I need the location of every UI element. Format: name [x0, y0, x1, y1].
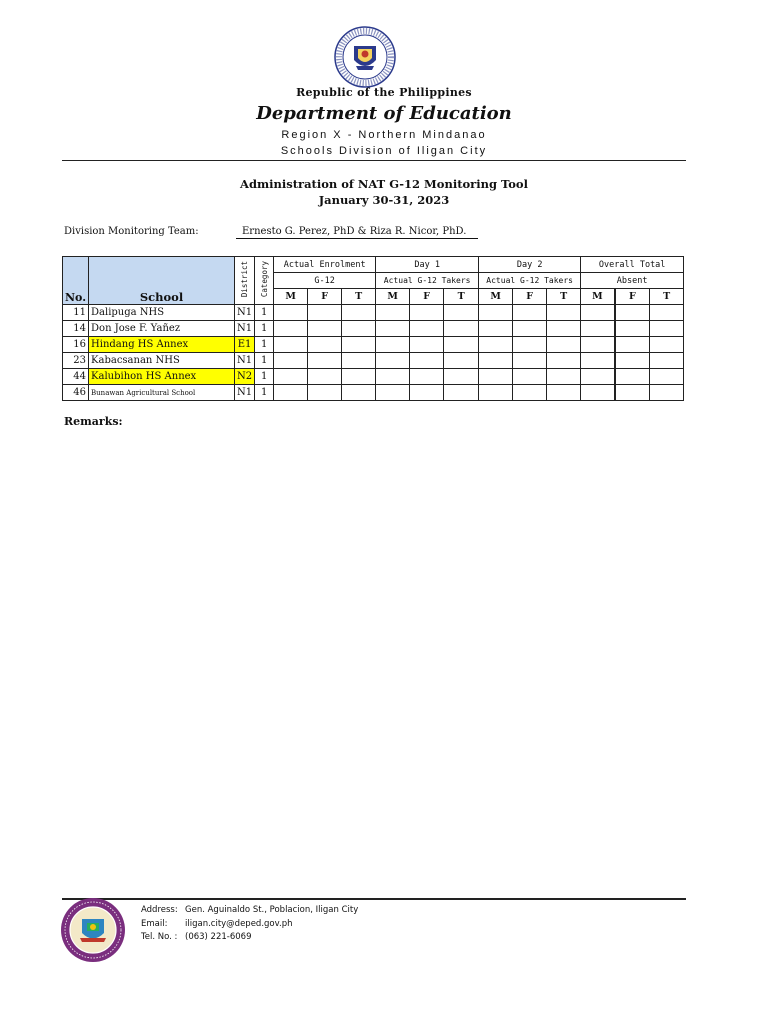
row-no: 16 — [63, 337, 89, 353]
tel-value: (063) 221-6069 — [185, 932, 252, 942]
row-school: Hindang HS Annex — [89, 337, 235, 353]
row-value-cell[interactable] — [615, 369, 650, 385]
row-value-cell[interactable] — [410, 369, 444, 385]
col-school-header: School — [89, 257, 235, 305]
row-value-cell[interactable] — [274, 337, 308, 353]
group-day2-header: Day 2 — [479, 257, 581, 273]
col-district-header: District — [235, 257, 255, 305]
row-value-cell[interactable] — [342, 321, 376, 337]
remarks-label: Remarks: — [64, 415, 123, 428]
row-value-cell[interactable] — [615, 337, 650, 353]
deped-seal-icon — [334, 26, 396, 88]
row-value-cell[interactable] — [342, 337, 376, 353]
row-value-cell[interactable] — [376, 353, 410, 369]
row-school: Don Jose F. Yañez — [89, 321, 235, 337]
row-value-cell[interactable] — [274, 369, 308, 385]
row-value-cell[interactable] — [581, 385, 615, 401]
row-value-cell[interactable] — [513, 305, 547, 321]
enrol-f-header: F — [308, 289, 342, 305]
row-value-cell[interactable] — [342, 353, 376, 369]
row-value-cell[interactable] — [444, 369, 479, 385]
row-value-cell[interactable] — [547, 305, 581, 321]
row-category: 1 — [255, 369, 274, 385]
row-school: Dalipuga NHS — [89, 305, 235, 321]
row-value-cell[interactable] — [308, 353, 342, 369]
row-no: 46 — [63, 385, 89, 401]
row-category: 1 — [255, 337, 274, 353]
row-value-cell[interactable] — [650, 321, 684, 337]
table-row — [63, 385, 684, 401]
row-category: 1 — [255, 353, 274, 369]
row-value-cell[interactable] — [479, 305, 513, 321]
group-overall-header: Overall Total — [581, 257, 684, 273]
department-heading: Department of Education — [256, 103, 512, 124]
team-value: Ernesto G. Perez, PhD & Riza R. Nicor, PhD. — [236, 226, 478, 239]
team-label: Division Monitoring Team: — [64, 226, 199, 237]
row-value-cell[interactable] — [581, 321, 615, 337]
overall-f-header: F — [615, 289, 650, 305]
overall-t-header: T — [650, 289, 684, 305]
row-value-cell[interactable] — [650, 337, 684, 353]
col-no-header: No. — [63, 257, 89, 305]
row-value-cell[interactable] — [410, 305, 444, 321]
document-date: January 30-31, 2023 — [318, 193, 450, 207]
row-value-cell[interactable] — [547, 321, 581, 337]
email-value[interactable]: iligan.city@deped.gov.ph — [185, 918, 293, 929]
row-value-cell[interactable] — [410, 385, 444, 401]
overall-m-header: M — [581, 289, 615, 305]
day2-f-header: F — [513, 289, 547, 305]
row-value-cell[interactable] — [547, 385, 581, 401]
group-overall-subheader: Absent — [581, 273, 684, 289]
row-value-cell[interactable] — [376, 369, 410, 385]
row-value-cell[interactable] — [444, 321, 479, 337]
row-school: Kabacsanan NHS — [89, 353, 235, 369]
row-value-cell[interactable] — [376, 321, 410, 337]
row-no: 44 — [63, 369, 89, 385]
row-value-cell[interactable] — [513, 321, 547, 337]
row-value-cell[interactable] — [410, 353, 444, 369]
row-school: Bunawan Agricultural School — [89, 385, 235, 401]
footer-divider — [62, 898, 686, 900]
day1-f-header: F — [410, 289, 444, 305]
division-line: Schools Division of Iligan City — [280, 145, 488, 157]
row-value-cell[interactable] — [479, 321, 513, 337]
row-no: 14 — [63, 321, 89, 337]
group-day1-subheader: Actual G-12 Takers — [376, 273, 479, 289]
row-value-cell[interactable] — [513, 369, 547, 385]
republic-heading: Republic of the Philippines — [296, 86, 472, 99]
table-row — [63, 337, 684, 353]
monitoring-table — [62, 256, 684, 401]
row-value-cell[interactable] — [513, 385, 547, 401]
enrol-m-header: M — [274, 289, 308, 305]
group-day2-subheader: Actual G-12 Takers — [479, 273, 581, 289]
row-value-cell[interactable] — [308, 337, 342, 353]
row-value-cell[interactable] — [274, 353, 308, 369]
row-category: 1 — [255, 385, 274, 401]
row-district: N1 — [235, 385, 255, 401]
col-category-header: Category — [255, 257, 274, 305]
row-value-cell[interactable] — [479, 385, 513, 401]
table-row — [63, 353, 684, 369]
row-value-cell[interactable] — [444, 305, 479, 321]
row-value-cell[interactable] — [274, 385, 308, 401]
row-value-cell[interactable] — [547, 369, 581, 385]
row-value-cell[interactable] — [650, 369, 684, 385]
row-value-cell[interactable] — [410, 321, 444, 337]
row-value-cell[interactable] — [444, 337, 479, 353]
row-value-cell[interactable] — [581, 353, 615, 369]
row-school: Kalubihon HS Annex — [89, 369, 235, 385]
header-divider — [62, 160, 686, 161]
row-value-cell[interactable] — [376, 305, 410, 321]
table-row — [63, 305, 684, 321]
enrol-t-header: T — [342, 289, 376, 305]
row-value-cell[interactable] — [274, 305, 308, 321]
row-value-cell[interactable] — [650, 353, 684, 369]
row-value-cell[interactable] — [479, 353, 513, 369]
row-district: N2 — [235, 369, 255, 385]
row-value-cell[interactable] — [444, 385, 479, 401]
group-enrolment-subheader: G-12 — [274, 273, 376, 289]
footer-contact — [141, 904, 358, 945]
table-row — [63, 321, 684, 337]
row-value-cell[interactable] — [410, 337, 444, 353]
table-row — [63, 369, 684, 385]
row-category: 1 — [255, 321, 274, 337]
row-no: 23 — [63, 353, 89, 369]
row-value-cell[interactable] — [581, 337, 615, 353]
row-value-cell[interactable] — [513, 353, 547, 369]
row-value-cell[interactable] — [274, 321, 308, 337]
day2-m-header: M — [479, 289, 513, 305]
row-value-cell[interactable] — [615, 321, 650, 337]
day1-m-header: M — [376, 289, 410, 305]
row-value-cell[interactable] — [308, 321, 342, 337]
row-category: 1 — [255, 305, 274, 321]
row-district: E1 — [235, 337, 255, 353]
address-label: Address: — [141, 905, 178, 915]
row-value-cell[interactable] — [615, 385, 650, 401]
row-value-cell[interactable] — [615, 353, 650, 369]
row-value-cell[interactable] — [342, 305, 376, 321]
row-no: 11 — [63, 305, 89, 321]
row-value-cell[interactable] — [650, 305, 684, 321]
region-line: Region X - Northern Mindanao — [281, 129, 487, 141]
row-value-cell[interactable] — [444, 353, 479, 369]
row-value-cell[interactable] — [479, 337, 513, 353]
row-value-cell[interactable] — [342, 385, 376, 401]
row-value-cell[interactable] — [308, 385, 342, 401]
address-value: Gen. Aguinaldo St., Poblacion, Iligan City — [185, 905, 359, 915]
division-iligan-seal-icon — [60, 897, 126, 963]
row-value-cell[interactable] — [615, 305, 650, 321]
row-value-cell[interactable] — [581, 369, 615, 385]
group-day1-header: Day 1 — [376, 257, 479, 273]
row-value-cell[interactable] — [479, 369, 513, 385]
row-district: N1 — [235, 321, 255, 337]
email-label: Email: — [141, 918, 168, 929]
footer-email-line — [141, 918, 358, 932]
row-value-cell[interactable] — [376, 385, 410, 401]
day2-t-header: T — [547, 289, 581, 305]
row-district: N1 — [235, 305, 255, 321]
row-value-cell[interactable] — [581, 305, 615, 321]
day1-t-header: T — [444, 289, 479, 305]
row-value-cell[interactable] — [547, 337, 581, 353]
tel-label: Tel. No. : — [141, 932, 178, 942]
row-value-cell[interactable] — [342, 369, 376, 385]
row-value-cell[interactable] — [376, 337, 410, 353]
row-value-cell[interactable] — [513, 337, 547, 353]
row-value-cell[interactable] — [308, 305, 342, 321]
footer-address-line — [141, 904, 358, 918]
group-enrolment-header: Actual Enrolment — [274, 257, 376, 273]
row-value-cell[interactable] — [650, 385, 684, 401]
document-title: Administration of NAT G-12 Monitoring Tool — [240, 177, 528, 191]
row-district: N1 — [235, 353, 255, 369]
row-value-cell[interactable] — [547, 353, 581, 369]
footer-tel-line — [141, 931, 358, 945]
row-value-cell[interactable] — [308, 369, 342, 385]
